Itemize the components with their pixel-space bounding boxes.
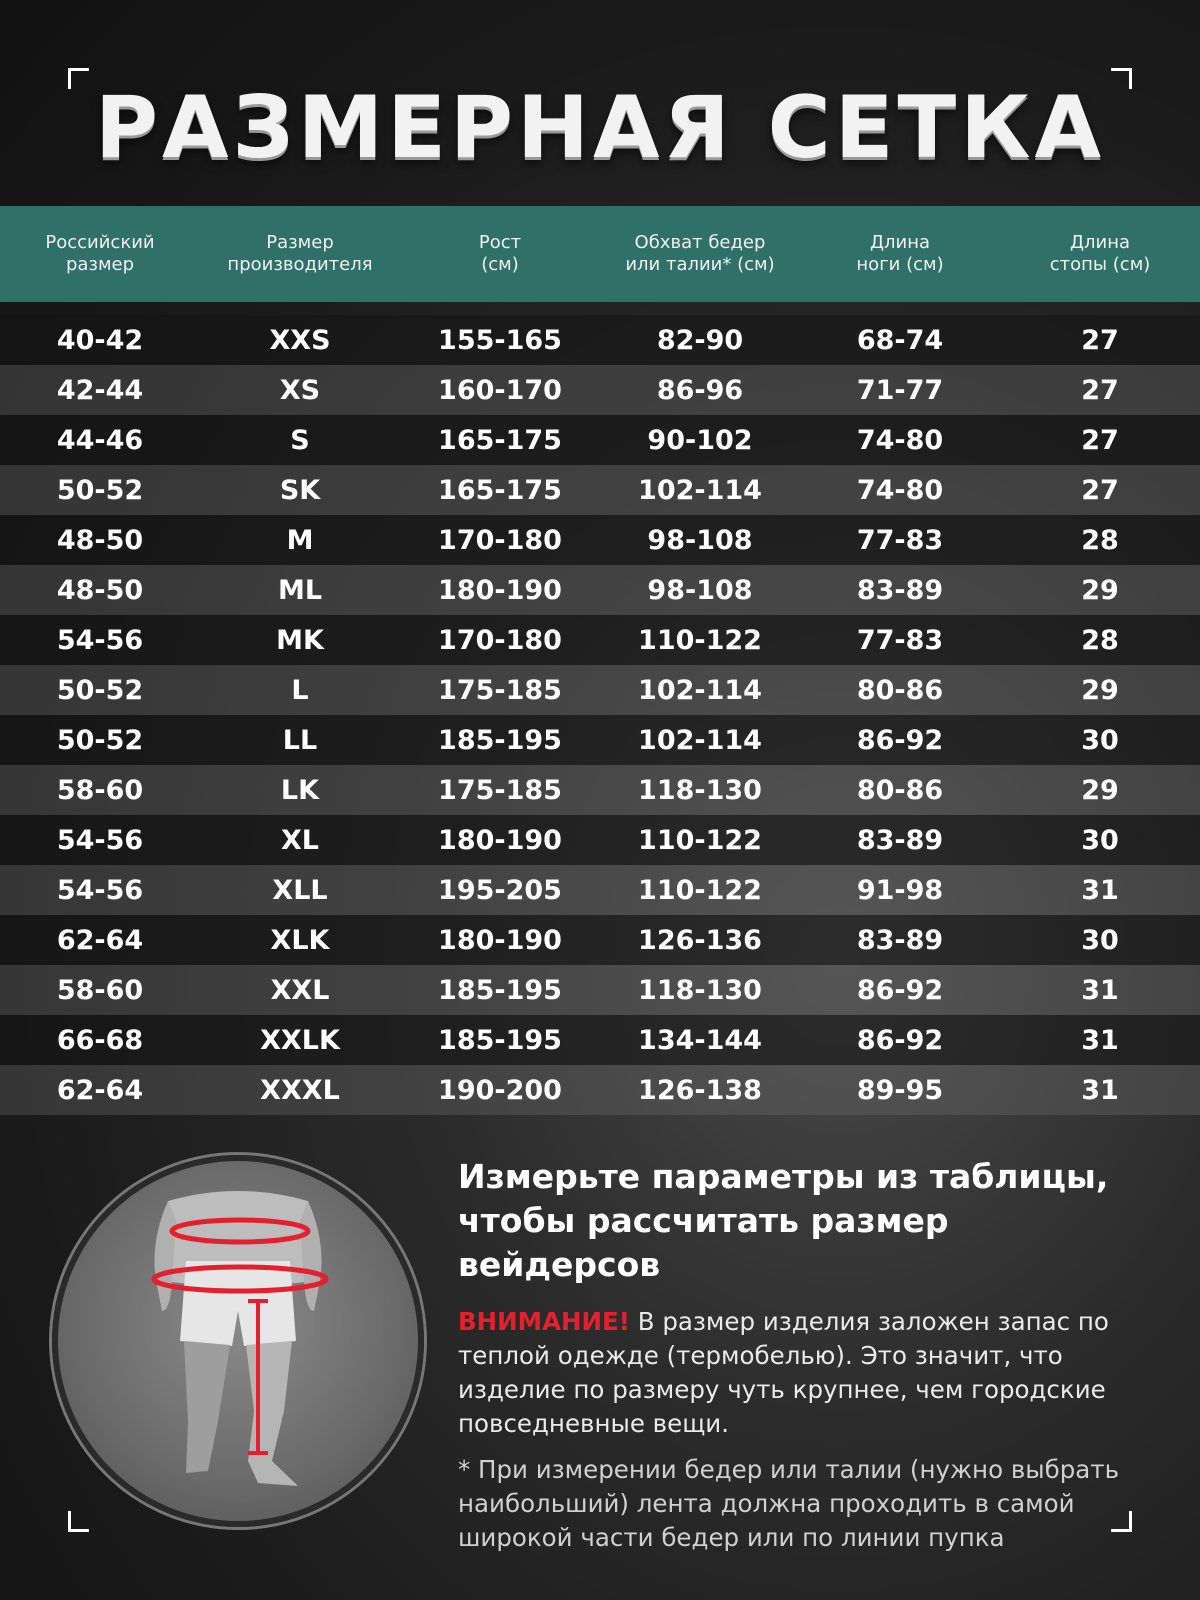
- cell-height: 185-195: [438, 724, 562, 756]
- cell-hip-waist: 118-130: [638, 774, 762, 806]
- cell-ru-size: 48-50: [56, 574, 144, 606]
- cell-leg-length: 80-86: [856, 774, 944, 806]
- table-row: [0, 615, 1200, 665]
- cell-leg-length: 91-98: [856, 874, 944, 906]
- cell-hip-waist: 102-114: [638, 474, 762, 506]
- cell-maker-size: LL: [282, 724, 318, 756]
- cell-hip-waist: 110-122: [638, 874, 762, 906]
- cell-height: 180-190: [438, 824, 562, 856]
- cell-maker-size: MK: [276, 624, 324, 656]
- cell-maker-size: XS: [279, 374, 321, 406]
- cell-height: 155-165: [438, 324, 562, 356]
- table-row: [0, 815, 1200, 865]
- header-leg-length: Длина ноги (см): [856, 232, 944, 275]
- cell-leg-length: 71-77: [856, 374, 944, 406]
- cell-ru-size: 62-64: [56, 1074, 144, 1106]
- cell-foot-length: 27: [1081, 324, 1119, 356]
- warning-paragraph: [458, 1305, 1148, 1441]
- cell-maker-size: ML: [277, 574, 323, 606]
- cell-height: 175-185: [438, 774, 562, 806]
- cell-maker-size: XXLK: [260, 1024, 340, 1056]
- measure-instructions: [458, 1155, 1148, 1555]
- cell-leg-length: 86-92: [856, 974, 944, 1006]
- cell-maker-size: SK: [279, 474, 321, 506]
- header-maker-size: Размер производителя: [227, 232, 373, 275]
- cell-maker-size: XL: [280, 824, 320, 856]
- cell-hip-waist: 126-136: [638, 924, 762, 956]
- measurement-note: * При измерении бедер или талии (нужно выбрать наибольший) лента должна проходить в самой широкой части бедер или по линии пупка: [458, 1455, 1120, 1552]
- cell-height: 165-175: [438, 424, 562, 456]
- cell-ru-size: 50-52: [56, 474, 144, 506]
- table-row: [0, 765, 1200, 815]
- cell-hip-waist: 90-102: [647, 424, 753, 456]
- cell-maker-size: XLL: [272, 874, 328, 906]
- table-row: [0, 715, 1200, 765]
- cell-hip-waist: 98-108: [647, 524, 753, 556]
- cell-foot-length: 29: [1081, 574, 1119, 606]
- warning-label: ВНИМАНИЕ!: [458, 1307, 630, 1336]
- cell-ru-size: 50-52: [56, 724, 144, 756]
- cell-foot-length: 28: [1081, 624, 1119, 656]
- cell-foot-length: 30: [1081, 824, 1119, 856]
- cell-foot-length: 27: [1081, 374, 1119, 406]
- cell-maker-size: XXXL: [260, 1074, 340, 1106]
- cell-ru-size: 54-56: [56, 874, 144, 906]
- cell-height: 185-195: [438, 1024, 562, 1056]
- table-row: [0, 465, 1200, 515]
- warning-text: В размер изделия заложен запас по теплой одежде (термобелью). Это значит, что изделие по размеру чуть крупнее, чем городские повседневные вещи.: [458, 1307, 1109, 1438]
- header-ru-size: Российский размер: [45, 232, 155, 275]
- cell-ru-size: 42-44: [56, 374, 144, 406]
- cell-maker-size: XLK: [270, 924, 330, 956]
- cell-height: 165-175: [438, 474, 562, 506]
- cell-ru-size: 48-50: [56, 524, 144, 556]
- table-row: [0, 915, 1200, 965]
- cell-ru-size: 54-56: [56, 624, 144, 656]
- cell-hip-waist: 126-138: [638, 1074, 762, 1106]
- cell-ru-size: 58-60: [56, 774, 144, 806]
- cell-height: 185-195: [438, 974, 562, 1006]
- cell-ru-size: 44-46: [56, 424, 144, 456]
- cell-foot-length: 31: [1081, 1074, 1119, 1106]
- table-row: [0, 1015, 1200, 1065]
- cell-hip-waist: 102-114: [638, 674, 762, 706]
- cell-ru-size: 58-60: [56, 974, 144, 1006]
- cell-foot-length: 31: [1081, 974, 1119, 1006]
- cell-hip-waist: 134-144: [638, 1024, 762, 1056]
- cell-leg-length: 86-92: [856, 724, 944, 756]
- cell-foot-length: 27: [1081, 424, 1119, 456]
- header-foot-length: Длина стопы (см): [1049, 232, 1151, 275]
- table-row: [0, 965, 1200, 1015]
- cell-maker-size: LK: [280, 774, 320, 806]
- size-table-body: [0, 315, 1200, 1115]
- cell-ru-size: 62-64: [56, 924, 144, 956]
- table-row: [0, 1065, 1200, 1115]
- cell-foot-length: 29: [1081, 774, 1119, 806]
- size-table-header: [0, 206, 1200, 302]
- cell-height: 160-170: [438, 374, 562, 406]
- cell-foot-length: 30: [1081, 924, 1119, 956]
- header-hip-waist: Обхват бедер или талии* (см): [625, 232, 775, 275]
- cell-leg-length: 77-83: [856, 524, 944, 556]
- cell-ru-size: 50-52: [56, 674, 144, 706]
- cell-hip-waist: 86-96: [656, 374, 744, 406]
- cell-maker-size: L: [291, 674, 309, 706]
- cell-height: 180-190: [438, 574, 562, 606]
- cell-foot-length: 31: [1081, 874, 1119, 906]
- cell-foot-length: 28: [1081, 524, 1119, 556]
- table-row: [0, 365, 1200, 415]
- cell-leg-length: 77-83: [856, 624, 944, 656]
- cell-hip-waist: 102-114: [638, 724, 762, 756]
- cell-ru-size: 54-56: [56, 824, 144, 856]
- table-row: [0, 515, 1200, 565]
- page-title: РАЗМЕРНАЯ СЕТКА: [94, 78, 1106, 178]
- cell-ru-size: 66-68: [56, 1024, 144, 1056]
- cell-hip-waist: 110-122: [638, 824, 762, 856]
- cell-leg-length: 83-89: [856, 574, 944, 606]
- cell-leg-length: 68-74: [856, 324, 944, 356]
- table-row: [0, 315, 1200, 365]
- cell-leg-length: 74-80: [856, 474, 944, 506]
- header-height: Рост (см): [478, 232, 522, 275]
- cell-foot-length: 27: [1081, 474, 1119, 506]
- body-measure-icon: [58, 1161, 418, 1521]
- cell-maker-size: XXL: [270, 974, 330, 1006]
- cell-leg-length: 83-89: [856, 824, 944, 856]
- cell-maker-size: S: [290, 424, 310, 456]
- table-row: [0, 865, 1200, 915]
- frame-corner-bottom-left: [68, 1511, 89, 1532]
- cell-hip-waist: 98-108: [647, 574, 753, 606]
- table-row: [0, 565, 1200, 615]
- cell-hip-waist: 110-122: [638, 624, 762, 656]
- cell-leg-length: 83-89: [856, 924, 944, 956]
- table-row: [0, 665, 1200, 715]
- cell-height: 175-185: [438, 674, 562, 706]
- instructions-heading: Измерьте параметры из таблицы, чтобы рассчитать размер вейдерсов: [458, 1157, 1109, 1284]
- cell-ru-size: 40-42: [56, 324, 144, 356]
- cell-maker-size: XXS: [269, 324, 331, 356]
- cell-height: 180-190: [438, 924, 562, 956]
- cell-height: 195-205: [438, 874, 562, 906]
- cell-foot-length: 30: [1081, 724, 1119, 756]
- cell-height: 170-180: [438, 524, 562, 556]
- cell-foot-length: 31: [1081, 1024, 1119, 1056]
- cell-leg-length: 89-95: [856, 1074, 944, 1106]
- cell-foot-length: 29: [1081, 674, 1119, 706]
- cell-hip-waist: 118-130: [638, 974, 762, 1006]
- cell-leg-length: 74-80: [856, 424, 944, 456]
- cell-height: 170-180: [438, 624, 562, 656]
- measurement-figure: [52, 1155, 424, 1527]
- cell-maker-size: M: [286, 524, 314, 556]
- cell-leg-length: 86-92: [856, 1024, 944, 1056]
- table-row: [0, 415, 1200, 465]
- cell-leg-length: 80-86: [856, 674, 944, 706]
- cell-height: 190-200: [438, 1074, 562, 1106]
- cell-hip-waist: 82-90: [656, 324, 744, 356]
